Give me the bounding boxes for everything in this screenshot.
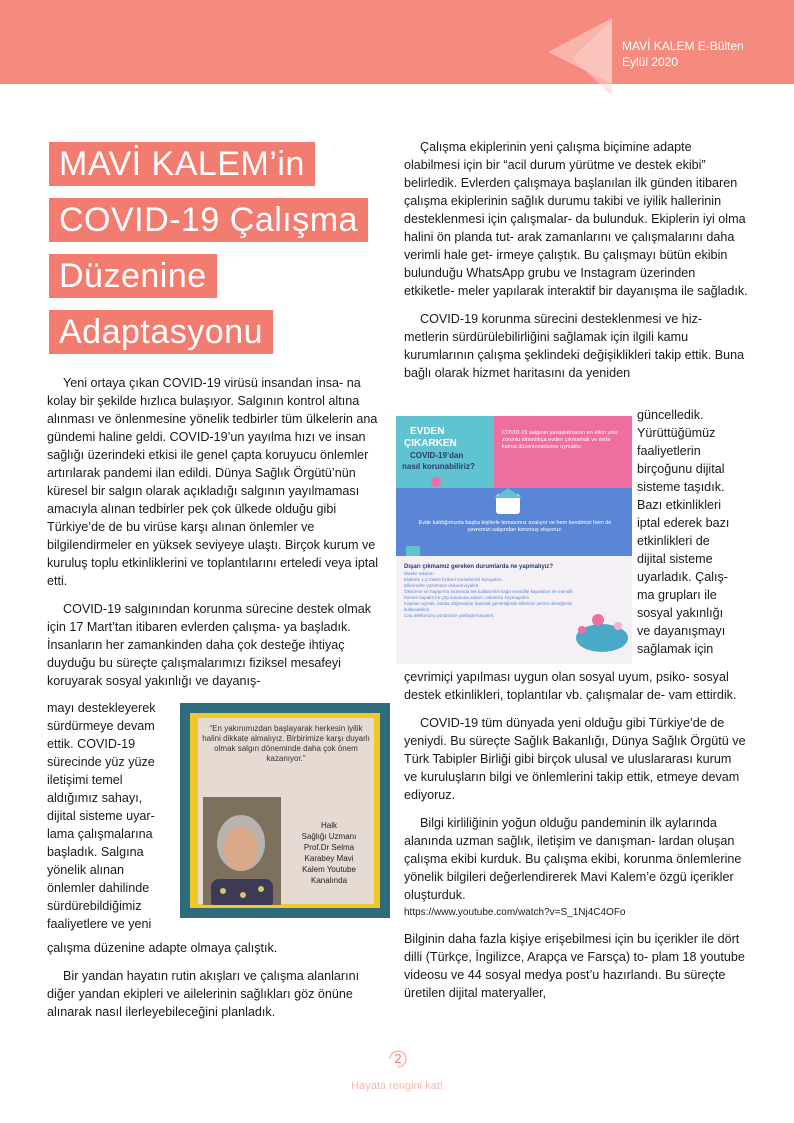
photo-caption	[284, 820, 374, 886]
wrap-line: faaliyetlere ve yeni	[47, 917, 152, 931]
info-title-3: COVID-19’dan	[410, 451, 464, 460]
right-wrap-lines	[637, 406, 749, 658]
title-line-1: MAVİ KALEM’in	[49, 142, 315, 186]
bulletin-date: Eylül 2020	[622, 55, 679, 69]
wrap-line: iptal ederek bazı	[637, 516, 730, 530]
left-paragraph-2-end: çalışma düzenine adapte olmaya çalıştık.	[47, 941, 278, 955]
wrap-line: dijital sisteme uyar-	[47, 809, 155, 823]
caption-line: Karabey Mavi	[304, 854, 354, 863]
wrap-line: ettik. COVID-19	[47, 737, 136, 751]
info-title-1: EVDEN	[410, 426, 445, 437]
wrap-line: Bazı etkinlikleri	[637, 498, 721, 512]
wrap-line: sisteme taşıdık.	[637, 480, 725, 494]
bulletin-heading	[622, 38, 744, 70]
wrap-line: etkinlikleri de	[637, 534, 710, 548]
caption-line: Kalem Youtube	[302, 865, 356, 874]
right-paragraph-3: COVID-19 tüm dünyada yeni olduğu gibi Türkiye’de de yeniydi. Bu süreçte Sağlık Bakanlığı, Dünya Sağlık Örgütü ve Türk Tabipler Birliği gibi birçok ulusal ve uluslararası kurum ve kuruluşların bilgi ve önlemlerini takip ettik, etmeye devam ediyoruz.	[404, 716, 746, 802]
wrap-line: sürecinde yüz yüze	[47, 755, 155, 769]
wrap-line: faaliyetlerin	[637, 444, 701, 458]
page-number: 2	[394, 1051, 402, 1066]
wrap-line: sağlamak için	[637, 642, 714, 656]
wrap-line: aldığımız sahayı,	[47, 791, 143, 805]
wrap-line: birçoğunu dijital	[637, 462, 725, 476]
wrap-line: Yürüttüğümüz	[637, 426, 716, 440]
info-list-item: Öksürme ve hapşırma sırasında tek kullanımlık kağıt mendille kapatalım ve mendili hemen kapaklı bir çöp kutusuna atalım, cebimize koymayalım.	[404, 589, 573, 600]
left-paragraph-2-start: COVID-19 salgınından korunma sürecine destek olmak için 17 Mart’tan itibaren evlerden çalışma- ya başladık. İnsanların her zamankinden daha çok desteğe ihtiyaç duyduğu bu süreçte çalışmalarımızı fiziksel mesafeyi koruyarak sosyal yakınlığı ve dayanış-	[47, 602, 371, 688]
wrap-line: ma grupları ile	[637, 588, 717, 602]
info-list	[404, 571, 574, 619]
info-list-item: Maske takalım.	[404, 571, 435, 576]
left-column-bottom	[47, 939, 383, 1021]
left-column	[47, 374, 383, 690]
left-paragraph-3: Bir yandan hayatın rutin akışları ve çalışma alanlarını diğer yandan ekipleri ve ailelerinin sağlıkları göz önüne alınarak nasıl ilerleyebileceğini planladık.	[47, 969, 360, 1019]
info-list-item: Kapıları açmak, lamba düğmesine basmak gerektiğinde ellerimiz yerine dirseğimizi kullanabiliriz.	[404, 601, 572, 612]
info-list-title: Dışarı çıkmamız gereken durumlarda ne yapmalıyız?	[404, 564, 554, 570]
right-paragraph-1: Çalışma ekiplerinin yeni çalışma biçimine adapte olabilmesi için bir “acil durum yürütme ve destek ekibi” belirledik. Evlerden çalışmaya başlanılan ilk günden itibaren çalışma ekiplerinin sağlık durumu takibi ve iyilik hallerinin desteklenmesi için çalışmalar- da bulunduk. Ekiplerin iyi olma halini ön planda tut- arak zamanlarını ve çalışmalarını daha verimli hale get- irmeye çalıştık. Bu çalışmayı bütün ekibin bulunduğu WhatsApp grubu ve Instagram üzerinden etkiketle- meler yapılarak interaktif bir dayanışma ile sağladık.	[404, 140, 748, 298]
wrap-line: sürdürmeye devam	[47, 719, 155, 733]
right-paragraph-2-end: çevrimiçi yapılması uygun olan sosyal uyum, psiko- sosyal destek etkinlikleri, toplantılar vb. çalışmalar de- vam ettirdik.	[404, 670, 737, 702]
wrap-line: ve dayanışmayı	[637, 624, 726, 638]
covid-infographic	[396, 416, 632, 664]
wrap-line: sosyal yakınlığı	[637, 606, 724, 620]
left-wrap-lines	[47, 699, 177, 933]
info-list-item: Ellerimizle yüzümüze dokunmayalım.	[404, 583, 480, 588]
wrap-line: iletişimi temel	[47, 773, 123, 787]
bulletin-name: MAVİ KALEM E-Bülten	[622, 39, 744, 53]
right-paragraph-2-start: COVID-19 korunma sürecini desteklenmesi ve hiz- metlerin sürdürülebilirliğini sağlamak için ilgili kamu kurumlarının çalışma şeklindeki değişiklikleri takip ettik. Buna bağlı olarak hizmet haritasını da yeniden	[404, 312, 745, 380]
right-paragraph-5: Bilginin daha fazla kişiye erişebilmesi için bu içerikler ile dört dilli (Türkçe, İngilizce, Arapça ve Farsça) to- plam 18 youtube videosu ve 44 sosyal medya post’u hazırlandı. Bu süreçte üretilen dijital materyaller,	[404, 932, 745, 1000]
right-paragraph-4: Bilgi kirliliğinin yoğun olduğu pandeminin ilk aylarında alanında uzman sağlık, iletişim ve danışman- lardan oluşan çalışma ekibi kurduk. Bu çalışma ekibi, korunma önlemlerine yönelik bilgileri değerlendirerek Mavi Kalem’e özgü içerikler oluşturduk.	[404, 816, 742, 902]
footer-tagline: Hayata rengini kat!	[351, 1080, 443, 1092]
speaker-photo	[203, 797, 281, 905]
info-pink-text: COVID-19 salgının yavaşlatmanın en etkin yolu zorunlu olmadıkça evden çıkmamak ve evde kalma düzenlemelerine uymaktır.	[502, 430, 618, 450]
title-line-4: Adaptasyonu	[49, 310, 273, 354]
caption-line: Prof.Dr Selma	[303, 843, 355, 852]
wrap-line: yönelik alınan	[47, 863, 125, 877]
wrap-line: uyarladık. Çalış-	[637, 570, 728, 584]
wrap-line: güncelledik.	[637, 408, 704, 422]
wrap-line: önlemler dahilinde	[47, 881, 150, 895]
left-paragraph-1: Yeni ortaya çıkan COVID-19 virüsü insandan insa- na kolay bir şekilde hızlıca bulaşıyor. Salgının kontrol altına alınması ve önlenmesine yönelik tedbirler tüm ülkelerin ana gündemi haline geldi. COVID-19’un yayılma hızı ve insan sağlığı üzerindeki etkisi ile genel çapta koruyucu önlemler artırılarak pandemi ilan edildi. Dünya Sağlık Örgütü’nün küresel bir salgın olarak açıkladığı salgının yayılmaması amacıyla alınan tedbirler pek çok ülkede olduğu gibi Türkiye’de de bu virüse karşı alınan önlemler ve bilgilendirmeler en yüksek seviyeye ulaştı. Birçok kurum ve kuruluş toplu etkinliklerini ve toplantılarını erteledi veya iptal etti.	[47, 376, 379, 588]
wrap-line: lama çalışmalarına	[47, 827, 153, 841]
wrap-line: başladık. Salgına	[47, 845, 144, 859]
quote-text: “En yakınımızdan başlayarak herkesin iyilik halini dikkate almalıyız. Birbirimize karşı duyarlı olmak salgın döneminde daha çok önem kazanıyor.”	[202, 724, 370, 763]
info-list-item: Cep telefonunu yüzümüze yaklaştırmayalım.	[404, 613, 495, 618]
info-title-2: ÇIKARKEN	[404, 438, 457, 449]
caption-line: Kanalında	[310, 876, 348, 885]
youtube-link[interactable]: https://www.youtube.com/watch?v=S_1Nj4C4OFo	[404, 907, 626, 918]
virus-icon	[431, 477, 441, 487]
wrap-line: mayı destekleyerek	[47, 701, 156, 715]
title-line-2: COVID-19 Çalışma	[49, 198, 368, 242]
title-line-3: Düzenine	[49, 254, 217, 298]
right-column-top	[404, 138, 748, 382]
right-column-bottom	[404, 668, 748, 1002]
wrap-line: sürdürebildiğimiz	[47, 899, 142, 913]
caption-line: Halk	[320, 821, 337, 830]
info-title-4: nasıl korunabiliriz?	[402, 462, 475, 471]
mask-icon	[406, 546, 420, 556]
caption-line: Sağlığı Uzmanı	[301, 832, 357, 841]
info-blue-text: Evde kaldığımızda başka kişilerle temasımız azalıyor ve hem kendimizi hem de çevremizi salgından korumuş oluyoruz.	[418, 520, 612, 533]
wrap-line: dijital sisteme	[637, 552, 713, 566]
info-list-item: Kişilerle 1,2 metre fiziksel mesafemizi koruyalım.	[404, 577, 503, 582]
